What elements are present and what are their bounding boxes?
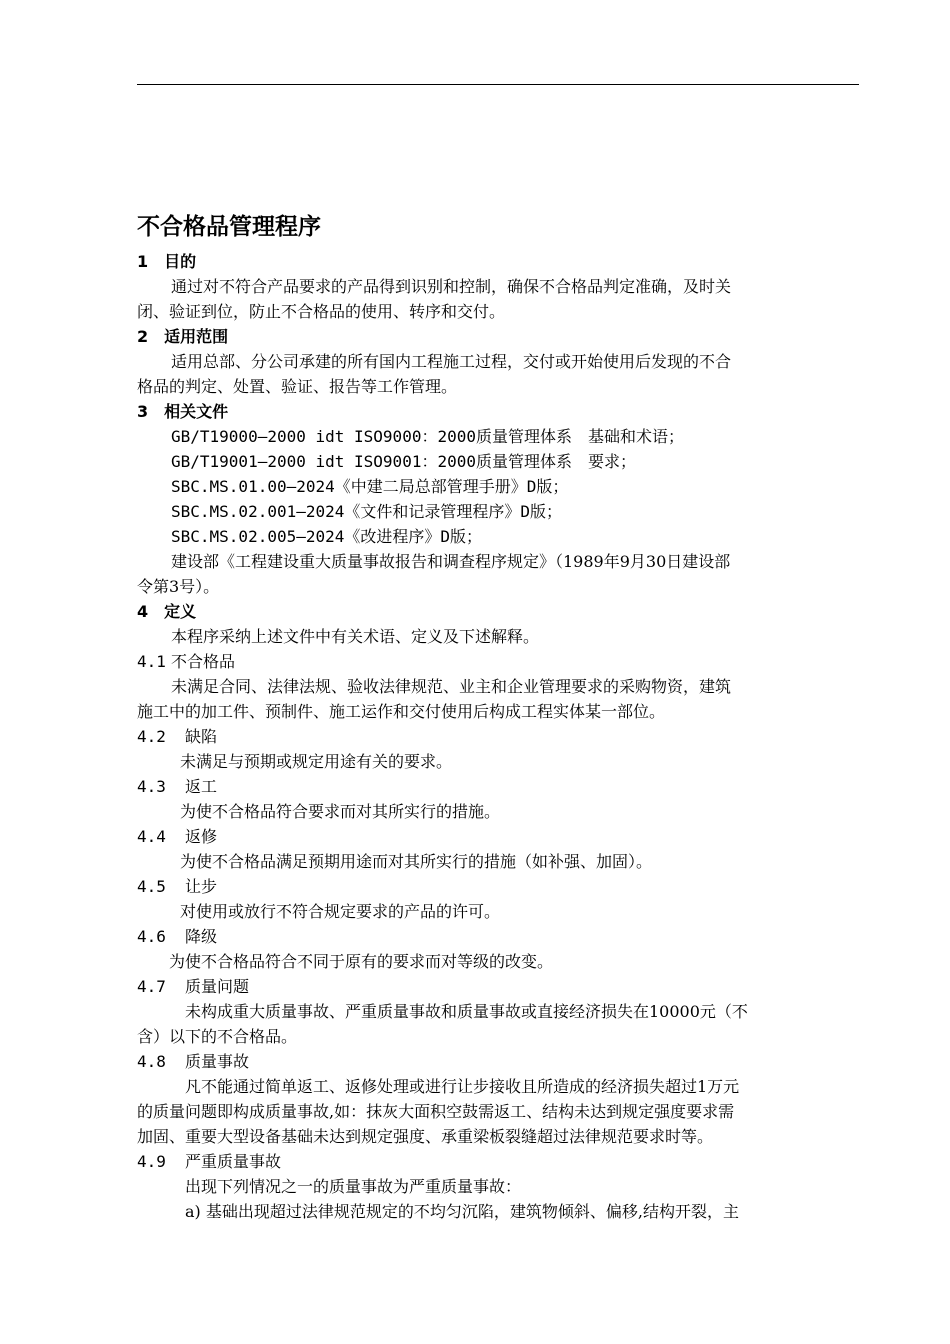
definition-heading-4-7 [137,974,859,999]
section-2-heading: 2 适用范围 [137,327,229,346]
reference-item-continued: 令第3号）。 [137,577,220,596]
definition-number: 4.1 [137,652,166,671]
reference-item: GB/T19001—2000 idt ISO9001：2000质量管理体系 要求； [171,452,636,471]
definition-heading-4-9 [137,1149,859,1174]
definition-heading-4-6 [137,924,859,949]
document-body [137,249,859,1224]
definition-term: 降级 [185,927,218,946]
paragraph-line: 格品的判定、处置、验证、报告等工作管理。 [137,377,458,396]
paragraph-line: 适用总部、分公司承建的所有国内工程施工过程，交付或开始使用后发现的不合 [171,352,732,371]
header-rule [137,84,859,85]
definition-term: 返工 [185,777,218,796]
definition-number: 4.2 [137,727,166,746]
definition-heading-4-4 [137,824,859,849]
paragraph-line: 本程序采纳上述文件中有关术语、定义及下述解释。 [171,627,540,646]
reference-item: SBC.MS.01.00—2024《中建二局总部管理手册》D版； [171,477,569,496]
definition-heading-4-8 [137,1049,859,1074]
paragraph-line: 含）以下的不合格品。 [137,1027,298,1046]
paragraph-line: 未构成重大质量事故、严重质量事故和质量事故或直接经济损失在10000元（不 [185,1002,748,1021]
reference-item: SBC.MS.02.005—2024《改进程序》D版； [171,527,483,546]
definition-heading-4-1 [137,649,859,674]
paragraph-line: 未满足合同、法律法规、验收法律规范、业主和企业管理要求的采购物资，建筑 [171,677,732,696]
paragraph-line: 为使不合格品符合不同于原有的要求而对等级的改变。 [169,952,554,971]
definition-term: 让步 [185,877,218,896]
section-1-heading: 1 目的 [137,252,197,271]
definition-term: 缺陷 [185,727,218,746]
paragraph-line: 施工中的加工件、预制件、施工运作和交付使用后构成工程实体某一部位。 [137,702,666,721]
document-title: 不合格品管理程序 [137,214,321,240]
reference-item: SBC.MS.02.001—2024《文件和记录管理程序》D版； [171,502,563,521]
definition-heading-4-5 [137,874,859,899]
reference-item: 建设部《工程建设重大质量事故报告和调查程序规定》（1989年9月30日建设部 [171,552,731,571]
section-3-heading: 3 相关文件 [137,402,229,421]
paragraph-line: 为使不合格品满足预期用途而对其所实行的措施（如补强、加固）。 [180,852,653,871]
paragraph-line: 通过对不符合产品要求的产品得到识别和控制，确保不合格品判定准确，及时关 [171,277,732,296]
definition-number: 4.4 [137,827,166,846]
paragraph-line: 对使用或放行不符合规定要求的产品的许可。 [180,902,501,921]
paragraph-line: 为使不合格品符合要求而对其所实行的措施。 [180,802,501,821]
paragraph-line: 出现下列情况之一的质量事故为严重质量事故： [185,1177,522,1196]
definition-term: 严重质量事故 [185,1152,282,1171]
definition-heading-4-3 [137,774,859,799]
paragraph-line: 的质量问题即构成质量事故,如：抹灰大面积空鼓需返工、结构未达到规定强度要求需 [137,1102,735,1121]
definition-number: 4.6 [137,927,166,946]
reference-item: GB/T19000—2000 idt ISO9000：2000质量管理体系 基础和术语； [171,427,684,446]
definition-number: 4.3 [137,777,166,796]
paragraph-line: 加固、重要大型设备基础未达到规定强度、承重梁板裂缝超过法律规范要求时等。 [137,1127,714,1146]
definition-number: 4.9 [137,1152,166,1171]
list-item: a) 基础出现超过法律规范规定的不均匀沉陷，建筑物倾斜、偏移,结构开裂，主 [185,1202,739,1221]
definition-number: 4.7 [137,977,166,996]
definition-number: 4.8 [137,1052,166,1071]
paragraph-line: 未满足与预期或规定用途有关的要求。 [180,752,453,771]
paragraph-line: 凡不能通过简单返工、返修处理或进行让步接收且所造成的经济损失超过1万元 [185,1077,740,1096]
definition-term: 质量事故 [185,1052,250,1071]
section-4-heading: 4 定义 [137,602,197,621]
definition-number: 4.5 [137,877,166,896]
definition-term: 质量问题 [185,977,250,996]
definition-term: 不合格品 [171,652,236,671]
definition-term: 返修 [185,827,218,846]
paragraph-line: 闭、验证到位，防止不合格品的使用、转序和交付。 [137,302,506,321]
definition-heading-4-2 [137,724,859,749]
